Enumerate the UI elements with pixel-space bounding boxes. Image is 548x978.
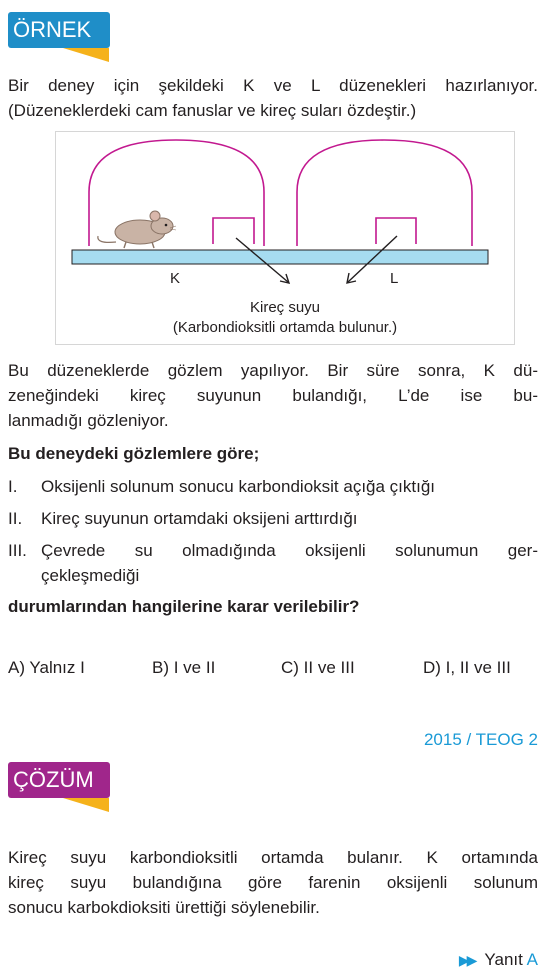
solution-badge-label: ÇÖZÜM bbox=[8, 762, 110, 798]
intro-line-2: (Düzeneklerdeki cam fanuslar ve kireç suları özdeştir.) bbox=[8, 101, 417, 120]
statement-text-line-2: çekleşmediği bbox=[41, 566, 140, 585]
statement-number: I. bbox=[8, 477, 18, 496]
statement-text: Kireç suyunun ortamdaki oksijeni arttırdığı bbox=[41, 509, 358, 528]
statement-number: II. bbox=[8, 509, 23, 528]
label-k: K bbox=[170, 270, 181, 287]
beaker-l bbox=[376, 218, 416, 244]
option-b[interactable]: B) I ve II bbox=[152, 658, 216, 677]
source-label: 2015 / TEOG 2 bbox=[423, 730, 538, 749]
answer bbox=[459, 950, 538, 970]
observation-line-2: zeneğindeki kireç suyunun bulandığı, L’de ise bu- bbox=[8, 386, 538, 405]
question-lead: Bu deneydeki gözlemlere göre; bbox=[8, 444, 260, 463]
answer-prefix: Yanıt bbox=[484, 950, 523, 969]
statement-1 bbox=[8, 474, 538, 499]
answer-letter: A bbox=[526, 950, 538, 969]
intro-text bbox=[8, 73, 538, 123]
solution-line-1: Kireç suyu karbondioksitli ortamda bulanır. K ortamında bbox=[8, 848, 538, 867]
solution-text bbox=[8, 845, 538, 920]
solution-badge-tab bbox=[63, 798, 109, 812]
option-c[interactable]: C) II ve III bbox=[281, 658, 355, 677]
bench bbox=[72, 250, 488, 264]
example-badge-tab bbox=[63, 48, 109, 62]
statement-text-line-1: Çevrede su olmadığında oksijenli solunumun ger- bbox=[41, 541, 538, 560]
observation-line-1: Bu düzeneklerde gözlem yapılıyor. Bir süre sonra, K dü- bbox=[8, 361, 538, 380]
solution-badge bbox=[8, 762, 110, 812]
statement-text: Oksijenli solunum sonucu karbondioksit açığa çıktığı bbox=[41, 477, 436, 496]
observation-text bbox=[8, 358, 538, 433]
solution-line-2: kireç suyu bulandığına göre farenin oksijenli solunum bbox=[8, 873, 538, 892]
solution-line-3: sonucu karbokdioksiti ürettiği söylenebilir. bbox=[8, 898, 320, 917]
figure-caption-2: (Karbondioksitli ortamda bulunur.) bbox=[172, 319, 398, 336]
intro-line-1: Bir deney için şekildeki K ve L düzenekleri hazırlanıyor. bbox=[8, 76, 538, 95]
figure-caption-1: Kireç suyu bbox=[249, 299, 321, 316]
option-d[interactable]: D) I, II ve III bbox=[423, 658, 511, 677]
option-a[interactable]: A) Yalnız I bbox=[8, 658, 85, 677]
question-end: durumlarından hangilerine karar verilebilir? bbox=[8, 597, 360, 616]
example-badge bbox=[8, 12, 110, 62]
double-play-icon: ▶▶ bbox=[458, 952, 475, 968]
bell-jar-l bbox=[297, 140, 472, 246]
beaker-k bbox=[213, 218, 254, 244]
statement-number: III. bbox=[8, 541, 27, 560]
mouse-icon bbox=[98, 211, 176, 248]
observation-line-3: lanmadığı gözleniyor. bbox=[8, 411, 169, 430]
experiment-figure bbox=[55, 131, 515, 345]
label-l: L bbox=[390, 270, 399, 287]
statement-2 bbox=[8, 506, 538, 531]
statement-3 bbox=[8, 538, 538, 588]
example-badge-label: ÖRNEK bbox=[8, 12, 110, 48]
